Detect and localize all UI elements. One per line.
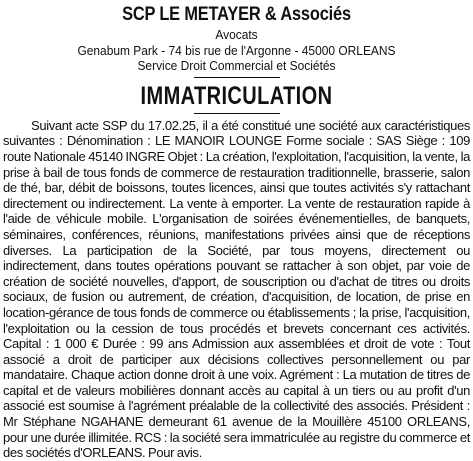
notice-title: IMMATRICULATION — [140, 81, 333, 110]
firm-name: SCP LE METAYER & Associés — [122, 3, 351, 25]
firm-profession: Avocats — [215, 27, 258, 42]
title-divider — [194, 113, 280, 114]
header-divider — [194, 77, 280, 78]
firm-address: Genabum Park - 74 bis rue de l'Argonne - 45000 ORLEANS — [77, 42, 396, 58]
notice-body: Suivant acte SSP du 17.02.25, il a été constitué une société aux caractéristiques suivantes : Dénomination : LE MANOIR LOUNGE Forme sociale : SAS Siège : 109 route Nationale 45140 INGRE Objet : La création, l'exploitation, l'acquisition, la vente, la prise à bail de tous fonds de commerce de restauration traditionnelle, brasserie, salon de thé, bar, débit de boissons, toutes licences, ainsi que toutes activités s'y rattachant directement ou indirectement. La vente à emporter. La vente de restauration rapide à l'aide de véhicule mobile. L'organisation de soirées événementielles, de banquets, séminaires, conférences, réunions, manifestations privées ainsi que de réceptions diverses. La participation de la Société, par tous moyens, directement ou indirectement, dans toutes opérations pouvant se rattacher à son objet, par voie de création de société nouvelles, d'apport, de souscription ou d'achat de titres ou droits sociaux, de fusion ou autrement, de création, d'acquisition, de location, de prise en location-gérance de tous fonds de commerce ou établissements ; la prise, l'acquisition, l'exploitation ou la cession de tous procédés et brevets concernant ces activités. Capital : 1 000 € Durée : 99 ans Admission aux assemblées et droit de vote : Tout associé a droit de participer aux décisions collectives personnellement ou par mandataire. Chaque action donne droit à une voix. Agrément : La mutation de titres de capital et de valeurs mobilières donnant accès au capital à un tiers ou au profit d'un associé est soumise à l'agrément préalable de la collectivité des associés. Président : Mr Stéphane NGAHANE demeurant 61 avenue de la Mouillère 45100 ORLEANS, pour une durée illimitée. RCS : la société sera immatriculée au registre du commerce et des sociétés d'ORLEANS. Pour avis. — [3, 117, 470, 461]
firm-department: Service Droit Commercial et Sociétés — [137, 58, 336, 74]
